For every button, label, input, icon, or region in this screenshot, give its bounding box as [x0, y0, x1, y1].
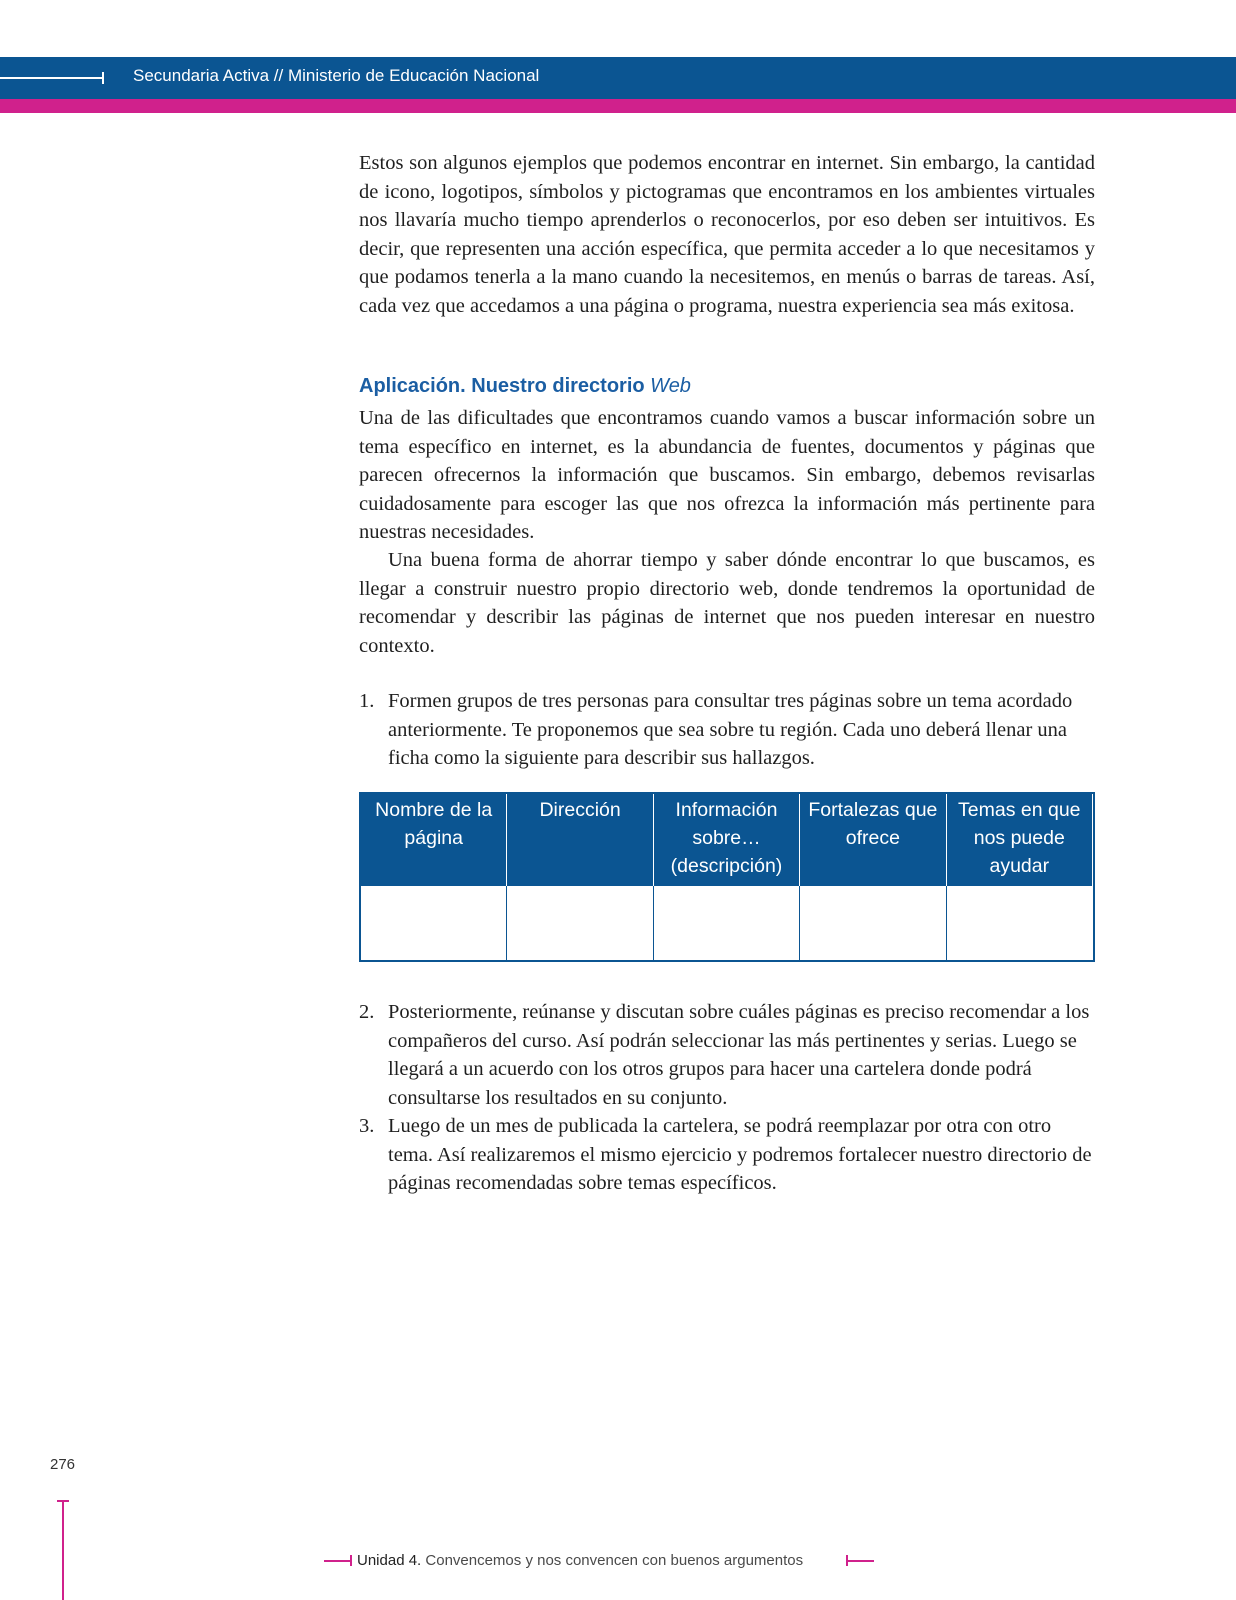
table-empty-cell: [507, 886, 653, 960]
list-item-number: 2.: [359, 1001, 375, 1023]
list-item-text: Luego de un mes de publicada la cartelera, se podrá reemplazar por otra con otro tema. Así realizaremos el mismo ejercicio y podremos fortalecer nuestro directorio de páginas recomendadas sobre temas específicos.: [388, 1115, 1092, 1194]
header-accent-stripe: [0, 99, 1236, 113]
footer-unit-title: Convencemos y nos convencen con buenos argumentos: [425, 1552, 804, 1569]
header-title: Secundaria Activa // Ministerio de Educación Nacional: [133, 66, 540, 85]
section-body: [359, 404, 1095, 547]
activity-list-part-1: [359, 687, 1095, 773]
footer-unit: [357, 1552, 803, 1569]
header-rule-line: [0, 77, 104, 79]
list-item-text: Posteriormente, reúnanse y discutan sobre cuáles páginas es preciso recomendar a los compañeros del curso. Así podrán seleccionar las más pertinentes y serias. Luego se llegará a un acuerdo con los otros grupos para hacer una cartelera donde podrá consultarse los resultados en su conjunto.: [388, 1001, 1090, 1109]
table-empty-cell: [654, 886, 800, 960]
section-heading: [359, 375, 691, 398]
table-header-cell: Fortalezas que ofrece: [800, 794, 946, 886]
footer-tick-left: [350, 1555, 352, 1566]
footer-rule-left: [324, 1560, 352, 1562]
table-header-cell: Información sobre… (descripción): [654, 794, 800, 886]
footer-tick-right: [846, 1555, 848, 1566]
table-empty-cell: [361, 886, 507, 960]
list-item-text: Formen grupos de tres personas para consultar tres páginas sobre un tema acordado anteriormente. Te proponemos que sea sobre tu región. Cada uno deberá llenar una ficha como la siguiente para describir sus hallazgos.: [388, 690, 1073, 769]
footer-rule-right: [846, 1560, 874, 1562]
list-item: [359, 1112, 1095, 1198]
header-rule-tick: [102, 72, 104, 84]
list-item: [359, 687, 1095, 773]
table-empty-cell: [800, 886, 946, 960]
table-header-cell: Nombre de la página: [361, 794, 507, 886]
activity-list-part-2: [359, 998, 1095, 1198]
margin-rule: [62, 1501, 64, 1600]
table-empty-cell: [947, 886, 1093, 960]
list-item-number: 1.: [359, 690, 375, 712]
section-heading-text: Aplicación. Nuestro directorio: [359, 375, 645, 397]
footer-unit-label: Unidad 4.: [357, 1552, 422, 1569]
web-directory-table: [359, 792, 1095, 962]
section-heading-italic: Web: [650, 375, 691, 397]
table-header-cell: Temas en que nos puede ayudar: [947, 794, 1093, 886]
page-number: 276: [50, 1456, 76, 1473]
intro-paragraph: Estos son algunos ejemplos que podemos encontrar en internet. Sin embargo, la cantidad de icono, logotipos, símbolos y pictogramas que encontramos en los ambientes virtuales nos llavaría mucho tiempo aprenderlos o reconocerlos, por eso deben ser intuitivos. Es decir, que representen una acción específica, que permita acceder a lo que necesitamos y que podamos tenerla a la mano cuando la necesitemos, en menús o barras de tareas. Así, cada vez que accedamos a una página o programa, nuestra experiencia sea más exitosa.: [359, 152, 1095, 317]
list-item-number: 3.: [359, 1115, 375, 1137]
list-item: [359, 998, 1095, 1112]
section-paragraph-1: Una de las dificultades que encontramos cuando vamos a buscar información sobre un tema específico en internet, es la abundancia de fuentes, documentos y páginas que parecen ofrecernos la información que buscamos. Sin embargo, debemos revisarlas cuidadosamente para escoger las que nos ofrezca la información más pertinente para nuestras necesidades.: [359, 407, 1095, 543]
table-header-cell: Dirección: [507, 794, 653, 886]
section-paragraph-2: Una buena forma de ahorrar tiempo y saber dónde encontrar lo que buscamos, es llegar a construir nuestro propio directorio web, donde tendremos la oportunidad de recomendar y describir las páginas de internet que nos pueden interesar en nuestro contexto.: [359, 549, 1095, 657]
intro-section: [359, 149, 1095, 320]
section-body-2: [359, 546, 1095, 660]
